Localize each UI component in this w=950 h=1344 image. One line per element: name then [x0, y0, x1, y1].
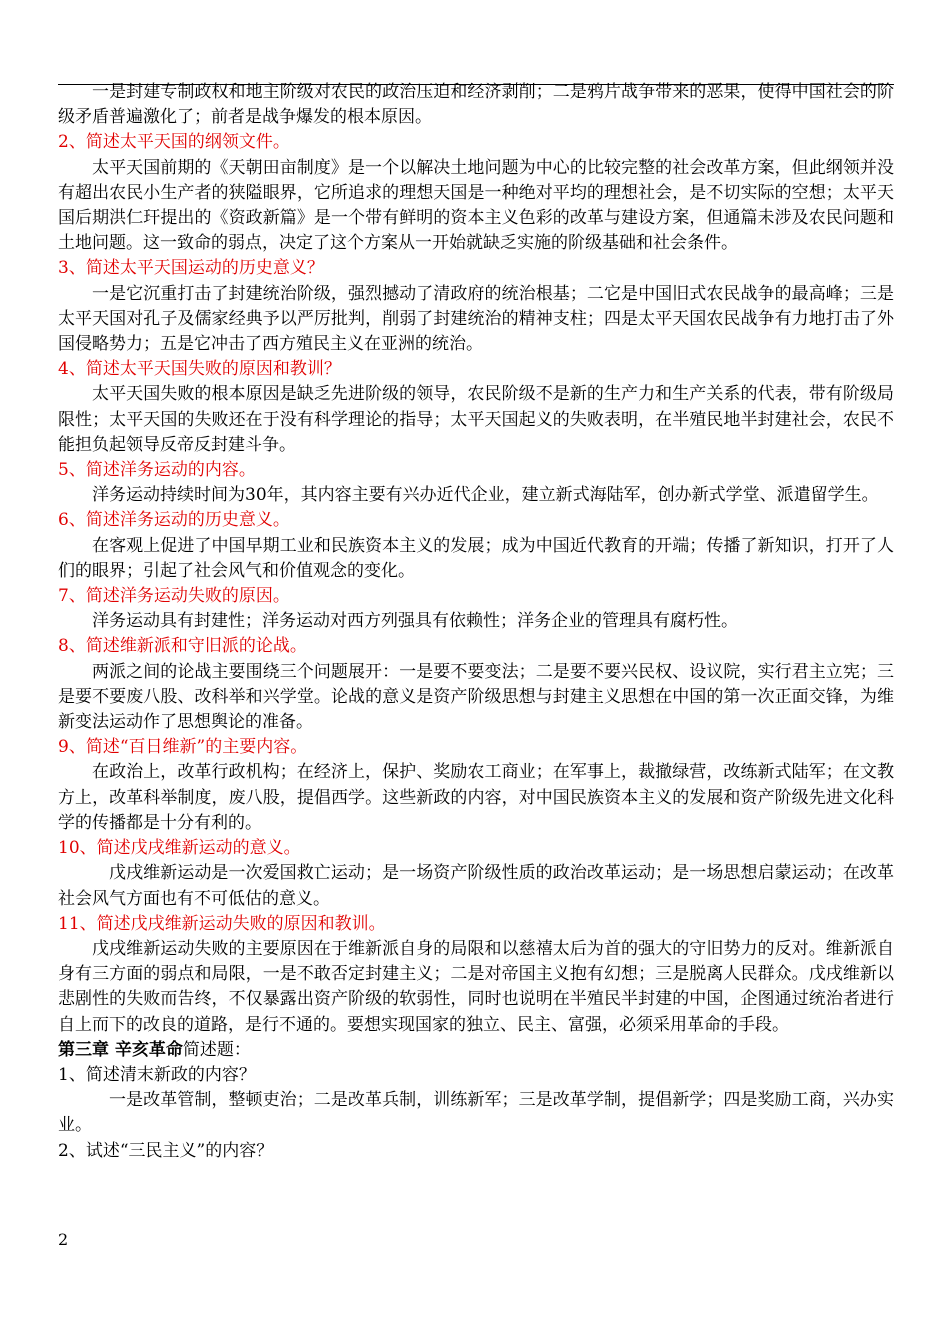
document-body [58, 80, 894, 1164]
answer-text: 在政治上，改革行政机构；在经济上，保护、奖励农工商业；在军事上，裁撤绿营，改练新式陆军；在文教方上，改革科举制度，废八股，提倡西学。这些新政的内容，对中国民族资本主义的发展和资产阶级先进文化科学的传播都是十分有利的。 [58, 762, 894, 833]
question-heading: 3、简述太平天国运动的历史意义？ [58, 258, 324, 279]
answer-text: 洋务运动持续时间为30年，其内容主要有兴办近代企业，建立新式海陆军，创办新式学堂、派遣留学生。 [92, 485, 879, 506]
question-heading: 9、简述“百日维新”的主要内容。 [58, 737, 308, 758]
question-heading: 1、简述清末新政的内容？ [58, 1064, 256, 1085]
question-heading: 4、简述太平天国失败的原因和教训？ [58, 359, 341, 380]
question-heading: 10、简述戊戌维新运动的意义。 [58, 838, 301, 859]
question-heading: 6、简述洋务运动的历史意义。 [58, 510, 290, 531]
question-heading: 8、简述维新派和守旧派的论战。 [58, 636, 307, 657]
question-heading: 2、试述“三民主义”的内容？ [58, 1140, 274, 1161]
answer-text: 一是改革管制，整顿吏治；二是改革兵制，训练新军；三是改革学制，提倡新学；四是奖励工商，兴办实业。 [58, 1090, 894, 1136]
answer-text: 一是它沉重打击了封建统治阶级，强烈撼动了清政府的统治根基；二它是中国旧式农民战争的最高峰；三是太平天国对孔子及儒家经典予以严厉批判，削弱了封建统治的精神支柱；四是太平天国农民战争有力地打击了外国侵略势力；五是它冲击了西方殖民主义在亚洲的统治。 [58, 283, 894, 355]
answer-text: 太平天国前期的《天朝田亩制度》是一个以解决土地问题为中心的比较完整的社会改革方案，但此纲领并没有超出农民小生产者的狭隘眼界，它所追求的理想天国是一种绝对平均的理想社会，是不切实际的空想；太平天国后期洪仁玕提出的《资政新篇》是一个带有鲜明的资本主义色彩的改革与建设方案，但通篇未涉及农民问题和土地问题。这一致命的弱点，决定了这个方案从一开始就缺乏实施的阶级基础和社会条件。 [58, 157, 894, 254]
question-heading: 5、简述洋务运动的内容。 [58, 460, 256, 481]
answer-text: 太平天国失败的根本原因是缺乏先进阶级的领导，农民阶级不是新的生产力和生产关系的代表，带有阶级局限性；太平天国的失败还在于没有科学理论的指导；太平天国起义的失败表明，在半殖民地半封建社会，农民不能担负起领导反帝反封建斗争。 [58, 384, 894, 455]
answer-text: 在客观上促进了中国早期工业和民族资本主义的发展；成为中国近代教育的开端；传播了新知识，打开了人们的眼界；引起了社会风气和价值观念的变化。 [58, 535, 894, 581]
question-heading: 7、简述洋务运动失败的原因。 [58, 586, 290, 607]
answer-text: 洋务运动具有封建性；洋务运动对西方列强具有依赖性；洋务企业的管理具有腐朽性。 [92, 611, 738, 632]
answer-text: 戊戌维新运动是一次爱国救亡运动；是一场资产阶级性质的政治改革运动；是一场思想启蒙运动；在改革社会风气方面也有不可低估的意义。 [58, 863, 894, 909]
answer-text: 戊戌维新运动失败的主要原因在于维新派自身的局限和以慈禧太后为首的强大的守旧势力的反对。维新派自身有三方面的弱点和局限，一是不敢否定封建主义；二是对帝国主义抱有幻想；三是脱离人民群众。戊戌维新以悲剧性的失败而告终，不仅暴露出资产阶级的软弱性，同时也说明在半殖民半封建的中国，企图通过统治者进行自上而下的改良的道路，是行不通的。要想实现国家的独立、民主、富强，必须采用革命的手段。 [58, 938, 894, 1035]
chapter-subtitle: 简述题： [182, 1039, 251, 1060]
answer-text: 一是封建专制政权和地主阶级对农民的政治压迫和经济剥削；二是鸦片战争带来的恶果，使得中国社会的阶级矛盾普遍激化了；前者是战争爆发的根本原因。 [58, 82, 894, 128]
chapter-heading [58, 1038, 894, 1063]
page-number: 2 [58, 1230, 69, 1249]
question-heading: 11、简述戊戌维新运动失败的原因和教训。 [58, 913, 386, 934]
chapter-title: 第三章 辛亥革命 [58, 1039, 183, 1060]
answer-text: 两派之间的论战主要围绕三个问题展开：一是要不要变法；二是要不要兴民权、设议院，实行君主立宪；三是要不要废八股、改科举和兴学堂。论战的意义是资产阶级思想与封建主义思想在中国的第一次正面交锋，为维新变法运动作了思想舆论的准备。 [58, 661, 894, 733]
question-heading: 2、简述太平天国的纲领文件。 [58, 132, 290, 153]
